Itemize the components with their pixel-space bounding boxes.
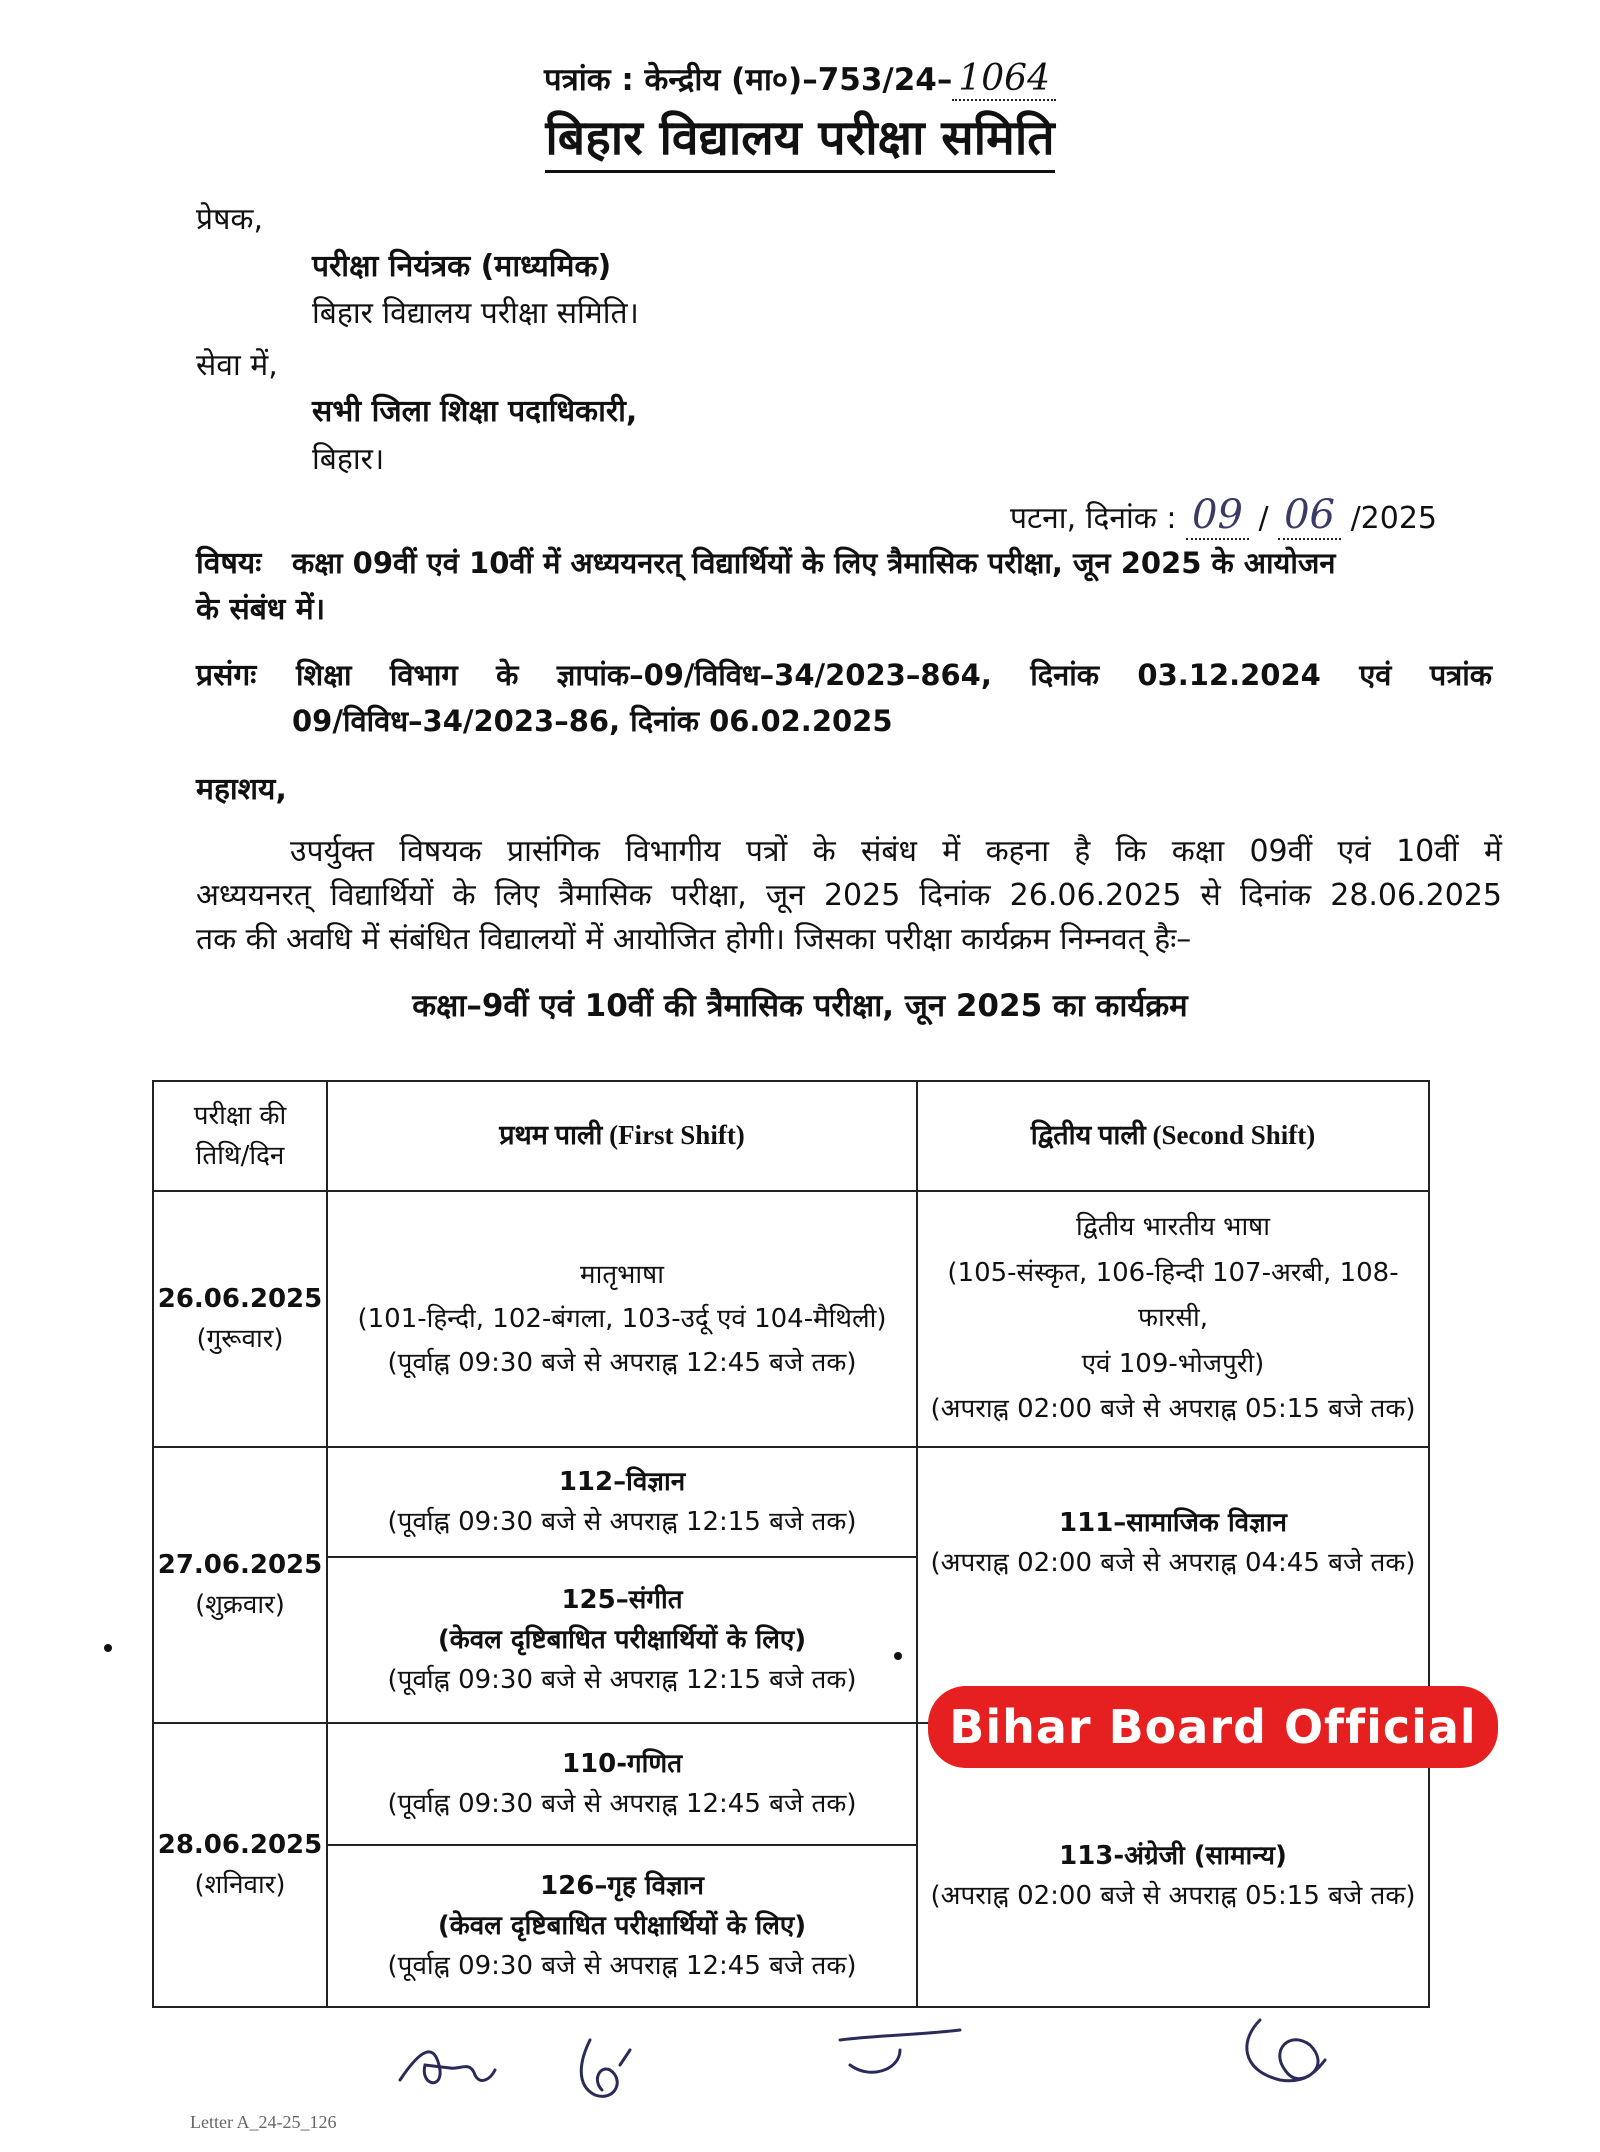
row1-first-shift: मातृभाषा (101-हिन्दी, 102-बंगला, 103-उर्दू एवं 104-मैथिली) (पूर्वाह्न 09:30 बजे से अपराह्न 12:45 बजे तक) bbox=[357, 1259, 887, 1379]
date-day: 09 bbox=[1186, 492, 1249, 540]
body-line1: उपर्युक्त विषयक प्रासंगिक विभागीय पत्रों के संबंध में कहना है कि कक्षा 09वीं एवं 10वीं में bbox=[290, 834, 1502, 869]
row2-first-shift-b: 125–संगीत (केवल दृष्टिबाधित परीक्षार्थियों के लिए) (पूर्वाह्न 09:30 बजे से अपराह्न 12:15 बजे तक) bbox=[387, 1584, 857, 1696]
signature-1 bbox=[400, 2052, 495, 2083]
row1-date-cell: 26.06.2025 (गुरूवार) bbox=[157, 1283, 323, 1354]
stray-dot bbox=[104, 1644, 112, 1652]
header-second-shift: द्वितीय पाली (Second Shift) bbox=[1030, 1120, 1316, 1151]
subject-line2: के संबंध में। bbox=[196, 592, 326, 627]
row2-second-shift: 111–सामाजिक विज्ञान (अपराह्न 02:00 बजे से अपराह्न 04:45 बजे तक) bbox=[930, 1507, 1416, 1578]
footer-letter-code: Letter A_24-25_126 bbox=[190, 2112, 337, 2132]
salutation: महाशय, bbox=[196, 772, 287, 807]
sender-designation: परीक्षा नियंत्रक (माध्यमिक) bbox=[312, 249, 612, 284]
row3-first-shift-b: 126–गृह विज्ञान (केवल दृष्टिबाधित परीक्षार्थियों के लिए) (पूर्वाह्न 09:30 बजे से अपराह्न 12:45 बजे तक) bbox=[387, 1870, 857, 1982]
row1-second-shift: द्वितीय भारतीय भाषा (105-संस्कृत, 106-हिन्दी 107-अरबी, 108-फारसी, एवं 109-भोजपुरी) (अपराह्न 02:00 बजे से अपराह्न 05:15 बजे तक) bbox=[930, 1212, 1416, 1425]
date-year: /2025 bbox=[1350, 501, 1438, 536]
reference-number bbox=[0, 58, 1600, 100]
header-date-cell: परीक्षा की तिथि/दिन bbox=[193, 1100, 287, 1171]
row3-date-cell: 28.06.2025 (शनिवार) bbox=[157, 1829, 323, 1900]
sender-label: प्रेषक, bbox=[196, 202, 263, 237]
reference-prefix: पत्रांक : केन्द्रीय (मा०)–753/24– bbox=[543, 62, 953, 98]
subject-label: विषयः bbox=[196, 546, 262, 581]
row2-first-shift-a: 112–विज्ञान (पूर्वाह्न 09:30 बजे से अपराह्न 12:15 बजे तक) bbox=[387, 1466, 857, 1537]
subject-line1: कक्षा 09वीं एवं 10वीं में अध्ययनरत् विद्यार्थियों के लिए त्रैमासिक परीक्षा, जून 2025 के आयोजन bbox=[292, 546, 1336, 580]
row3-first-shift-a: 110-गणित (पूर्वाह्न 09:30 बजे से अपराह्न 12:45 बजे तक) bbox=[387, 1748, 857, 1819]
date-prefix: पटना, दिनांक : bbox=[1010, 501, 1177, 536]
body-line2: अध्ययनरत् विद्यार्थियों के लिए त्रैमासिक परीक्षा, जून 2025 दिनांक 26.06.2025 से दिनांक 28.06.2025 bbox=[196, 878, 1502, 913]
reference-line1: शिक्षा विभाग के ज्ञापांक–09/विविध–34/2023–864, दिनांक 03.12.2024 एवं पत्रांक bbox=[296, 658, 1492, 692]
signatures-image bbox=[380, 2010, 1380, 2120]
reference-label: प्रसंगः bbox=[196, 658, 257, 693]
signature-3 bbox=[840, 2030, 960, 2072]
header-first-shift: प्रथम पाली (First Shift) bbox=[499, 1120, 745, 1151]
stray-dot bbox=[894, 1652, 902, 1660]
organization-title: बिहार विद्यालय परीक्षा समिति bbox=[0, 104, 1600, 169]
signature-4 bbox=[1247, 2020, 1325, 2081]
signature-2 bbox=[581, 2040, 630, 2096]
row3-second-shift: 113-अंग्रेजी (सामान्य) (अपराह्न 02:00 बजे से अपराह्न 05:15 बजे तक) bbox=[930, 1840, 1416, 1911]
sender-org: बिहार विद्यालय परीक्षा समिति। bbox=[312, 296, 639, 331]
recipient-label: सेवा में, bbox=[196, 348, 278, 383]
schedule-title: कक्षा–9वीं एवं 10वीं की त्रैमासिक परीक्षा, जून 2025 का कार्यक्रम bbox=[412, 988, 1188, 1024]
letter-date: पटना, दिनांक : 09 / 06 /2025 bbox=[1010, 492, 1438, 538]
exam-schedule-table bbox=[152, 1080, 1430, 2008]
bihar-board-official-badge: Bihar Board Official bbox=[928, 1686, 1498, 1768]
recipient-place: बिहार। bbox=[312, 442, 385, 477]
recipient-designation: सभी जिला शिक्षा पदाधिकारी, bbox=[312, 394, 638, 429]
body-line3: तक की अवधि में संबंधित विद्यालयों में आयोजित होगी। जिसका परीक्षा कार्यक्रम निम्नवत् हैः– bbox=[196, 922, 1192, 957]
row2-date-cell: 27.06.2025 (शुक्रवार) bbox=[157, 1549, 323, 1620]
reference-handwritten-number: 1064 bbox=[952, 58, 1056, 101]
date-month: 06 bbox=[1278, 492, 1341, 540]
reference-line2: 09/विविध–34/2023–86, दिनांक 06.02.2025 bbox=[292, 704, 893, 738]
